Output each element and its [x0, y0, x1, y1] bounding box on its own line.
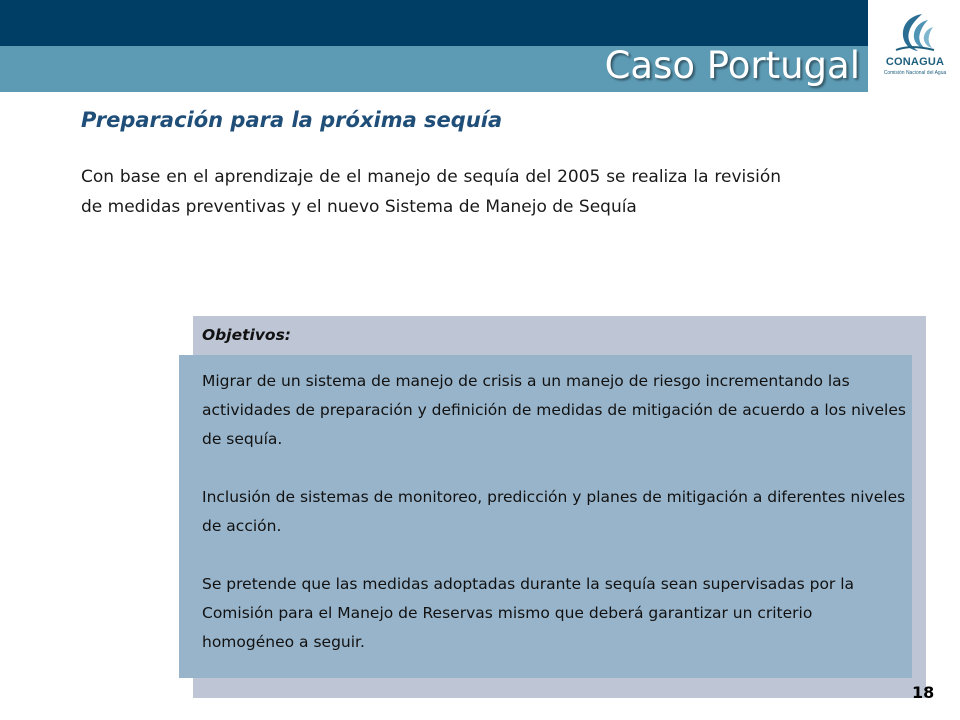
objective-item: Se pretende que las medidas adoptadas durante la sequía sean supervisadas por la Comisión para el Manejo de Reservas mismo que deberá garantizar un criterio homogéneo a seguir.	[202, 575, 855, 651]
logo-wordmark: CONAGUA	[885, 56, 945, 68]
intro-paragraph: Con base en el aprendizaje de el manejo de sequía del 2005 se realiza la revisión de medidas preventivas y el nuevo Sistema de Manejo de Sequía	[81, 167, 781, 217]
page-number: 18	[912, 683, 935, 702]
objective-item: Migrar de un sistema de manejo de crisis a un manejo de riesgo incrementando las actividades de preparación y definición de medidas de mitigación de acuerdo a los niveles de sequía.	[202, 372, 906, 448]
wave-logo-icon	[892, 10, 938, 54]
logo-subtext: Comisión Nacional del Agua	[883, 70, 947, 76]
objective-item: Inclusión de sistemas de monitoreo, predicción y planes de mitigación a diferentes niveles de acción.	[202, 488, 906, 535]
section-subtitle: Preparación para la próxima sequía	[81, 108, 503, 132]
header-bar-dark	[0, 0, 868, 46]
slide-title: Caso Portugal	[604, 44, 860, 87]
objectives-panel	[202, 321, 906, 657]
objectives-label: Objetivos:	[202, 326, 291, 344]
conagua-logo	[870, 0, 960, 92]
